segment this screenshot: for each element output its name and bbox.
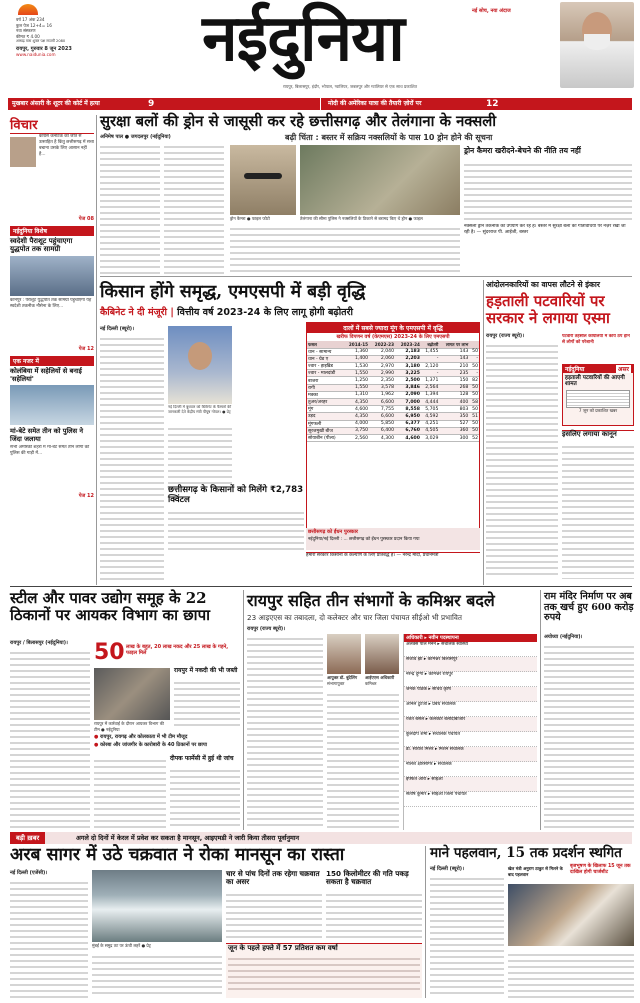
asar-brand: नईदुनिया: [565, 366, 585, 373]
comm-list-item: नरेन्द्र दुग्गा ▸ कमिश्नर रायपुर: [404, 672, 537, 687]
msp-byline: नई दिल्ली (ब्यूरो)।: [100, 326, 134, 332]
it-sub1: रायपुर में नकदी की भी जब्ती: [174, 667, 238, 674]
wrestlers-col1: [430, 874, 504, 998]
msp-table-cell: ज्वार - हाइब्रिड: [307, 363, 343, 370]
cyclone-photo-caption: मुंबई के समुद्र तट पर ऊंची लहरें ● प्रेट्र: [92, 943, 151, 948]
msp-table-cell: 50: [469, 406, 479, 413]
comm-list-item: संतोष कुमार ▸ सीईओ जिला पंचायत: [404, 792, 537, 807]
msp-table-cell: -: [421, 370, 439, 377]
cyclone-sub-box: [226, 943, 422, 998]
comm-list-box: [403, 634, 537, 830]
msp-table-cell: 3,225: [395, 370, 421, 377]
msp-table-cell: 1,250: [343, 377, 369, 384]
vishesh-page[interactable]: पेज 12: [78, 346, 94, 353]
msp-table-cell: 6,600: [369, 399, 395, 406]
msp-table-cell: 6,600: [369, 413, 395, 420]
msp-table-cell: 4,600: [343, 406, 369, 413]
it-point2-text: कोरबा और जांजगीर के कारोबारी के 40 ठिकानों पर छापा: [100, 742, 207, 748]
msp-photo: [168, 326, 232, 404]
wrestlers-byline: नई दिल्ली (ब्यूरो)।: [430, 866, 464, 872]
msp-table-row: [307, 363, 479, 370]
lead-photo-group: [300, 145, 460, 215]
sidebar-divider: [96, 115, 97, 585]
msp-table-cell: 400: [439, 399, 469, 406]
msp-table-cell: 2,183: [395, 348, 421, 355]
comm-list-item: रजत बंसल ▸ कलेक्टर बलौदाबाजार: [404, 717, 537, 732]
ram-headline[interactable]: राम मंदिर निर्माण पर अब तक खर्च हुए 600 करोड़ रुपये: [544, 591, 634, 624]
comm-list-item: नीलेश क्षीरसागर ▸ संचालक: [404, 762, 537, 777]
cyclone-byline: नई दिल्ली (एजेंसी)।: [10, 870, 48, 876]
msp-table-cell: 1,310: [343, 391, 369, 398]
minister-head: [188, 342, 212, 370]
vishesh-photo: [10, 256, 94, 296]
nazar-page[interactable]: पेज 12: [78, 492, 94, 499]
msp-table-row: [307, 413, 479, 420]
msp-table-row: [307, 427, 479, 434]
msp-table-cell: 2,560: [343, 434, 369, 441]
teaser-right-page: 12: [486, 99, 499, 109]
comm-list-item: इफ्फत आरा ▸ सीईओ: [404, 777, 537, 792]
msp-table-cell: 350: [439, 413, 469, 420]
nazar1-headline[interactable]: कोलंबिया में सहेलियों से बनाई 'सहेलियां': [10, 367, 82, 383]
lead-col3: [230, 224, 460, 272]
asar-headline: हड़ताली पटवारियों की आएगी शामत: [565, 375, 625, 388]
nazar-title: एक नजर में: [10, 356, 94, 366]
msp-table-cell: 1,394: [421, 391, 439, 398]
cyclone-col1: [10, 878, 88, 998]
msp-table-row: [307, 399, 479, 406]
msp-sub-text: वित्तीय वर्ष 2023-24 के लिए लागू होगी बढ़ोतरी: [177, 307, 353, 318]
msp-table-cell: 2,564: [421, 384, 439, 391]
msp-table-cell: मूंगफली: [307, 420, 343, 427]
editions-line: रायपुर, बिलासपुर, इंदौर, भोपाल, ग्वालियर, जबलपुर और ग्वालियर से एक साथ प्रकाशित: [282, 84, 418, 89]
msp-table-cell: 4,000: [343, 420, 369, 427]
comm-list-item: कुलदीप शर्मा ▸ संचालक पंचायत: [404, 732, 537, 747]
comm-list-item: जनक पाठक ▸ सचिव कृषि: [404, 687, 537, 702]
asar-caption: 7 जून को प्रकाशित खबर: [578, 407, 618, 413]
msp-table-cell: 1,455: [421, 348, 439, 355]
msp-table-cell: 1,371: [421, 377, 439, 384]
msp-table-cell: 268: [439, 384, 469, 391]
comm-person1-name: आयुक्त डॉ. बुंदेलिंग: [327, 675, 358, 680]
msp-table-sub: खरीफ विपणन वर्ष (केएमएस) 2023-24 के लिए एमएसपी: [336, 334, 450, 340]
msp-table-cell: 1,962: [369, 391, 395, 398]
msp-table-cell: 1,360: [343, 348, 369, 355]
it-col1: [10, 648, 90, 828]
msp-col2: [168, 424, 232, 484]
msp-table-cell: 803: [439, 406, 469, 413]
msp-table-cell: 143: [439, 355, 469, 362]
msp-table-cell: 143: [439, 348, 469, 355]
wrestlers-col2: [508, 950, 634, 998]
comm-byline: रायपुर (राज्य ब्यूरो)।: [247, 626, 286, 632]
msp-table-cell: -: [469, 370, 479, 377]
msp-ticker-title: छत्तीसगढ़ को ईंधन पुरस्कार: [308, 529, 358, 535]
msp-table-header-cell: [469, 341, 479, 348]
wrestlers-side-text: बृजभूषण के खिलाफ 15 जून तक दाखिल होगी चार्जशीट: [570, 864, 631, 875]
patwari-sub-headline: इसलिए लगाया कानून: [562, 430, 634, 439]
msp-table-cell: 50: [469, 384, 479, 391]
cyclone-divider: [425, 846, 426, 998]
asar-label: असर: [617, 366, 629, 373]
lead-photo-drone: [230, 145, 296, 215]
msp-table-cell: 2,350: [369, 377, 395, 384]
comm-divider: [540, 590, 541, 830]
msp-table-cell: 2,990: [369, 370, 395, 377]
it-point2: [94, 742, 240, 748]
patwari-asar-box: [562, 364, 634, 426]
msp-table-cell: 3,846: [395, 384, 421, 391]
patwari-divider: [483, 280, 484, 585]
left-sidebar: [10, 115, 94, 580]
msp-table-cell: रागी: [307, 384, 343, 391]
msp-table-cell: मक्का: [307, 391, 343, 398]
msp-table-cell: 4,444: [421, 399, 439, 406]
asar-clip: [566, 390, 630, 408]
msp-table-header-cell: 2014-15: [343, 341, 369, 348]
teaser-strip[interactable]: [8, 98, 632, 110]
page-info-line: नवा संस्करण: [16, 28, 36, 34]
msp-table-cell: 7,755: [369, 406, 395, 413]
msp-table-cell: 235: [439, 370, 469, 377]
msp-table-cell: मूंग: [307, 406, 343, 413]
sun-logo: [18, 4, 38, 15]
it-big-number: 50: [94, 640, 125, 665]
msp-table-cell: सूरजमुखी बीज: [307, 427, 343, 434]
comm-headline[interactable]: रायपुर सहित तीन संभागों के कमिश्नर बदले: [247, 591, 495, 610]
msp-subline: [100, 306, 480, 320]
it-headline[interactable]: स्टील और पावर उद्योग समूह के 22 ठिकानों पर आयकर विभाग का छापा: [10, 589, 210, 624]
it-photo: [94, 668, 170, 720]
cyclone-col2-headline[interactable]: चार से पांच दिनों तक रहेगा चक्रवात का असर: [226, 869, 320, 887]
msp-table-cell: 4,592: [421, 413, 439, 420]
msp-table-cell: 50: [469, 363, 479, 370]
msp-table-title: दालों में सबसे ज्यादा मूंग के एमएसपी में वृद्धि: [307, 323, 479, 333]
vichar-page[interactable]: पेज 08: [78, 216, 94, 222]
comm-list-item: संजीव झा ▸ कमिश्नर बिलासपुर: [404, 657, 537, 672]
masthead: [0, 0, 640, 98]
lead-photo-caption2: तेलंगाना की सीमा पुलिस ने नक्सलियों के ठिकाने से बरामद किए थे ड्रोन ● फाइल: [300, 216, 423, 221]
msp-table-cell: 5,850: [369, 420, 395, 427]
msp-table-cell: 1,530: [343, 363, 369, 370]
nazar-photo: [10, 385, 94, 425]
teaser-divider: [320, 98, 321, 110]
wrestlers-headline[interactable]: माने पहलवान, 15 तक प्रदर्शन स्थगित: [430, 845, 622, 861]
ram-byline: अयोध्या (नईदुनिया)।: [544, 634, 583, 640]
comm-person2-photo: [365, 634, 399, 674]
wrestlers-photo-caption: खेल मंत्री अनुराग ठाकुर से मिलने के बाद पहलवान: [508, 866, 563, 877]
msp-table-cell: 3,750: [343, 427, 369, 434]
vichar-photo: [10, 137, 36, 167]
it-col2: [174, 678, 240, 728]
it-byline: रायपुर / बिलासपुर (नईदुनिया)।: [10, 640, 68, 646]
tagline: नई सोच, नया अंदाज: [472, 8, 511, 14]
msp-cg-headline[interactable]: छत्तीसगढ़ के किसानों को मिलेंगे ₹2,783 क्विंटल: [168, 485, 304, 505]
msp-table-cell: -: [469, 355, 479, 362]
lead-side-headline[interactable]: ड्रोन कैमरा खरीदने-बेचने की नीति तय नहीं: [464, 146, 581, 155]
msp-table-cell: धान - सामान्य: [307, 348, 343, 355]
msp-table-cell: धान - ग्रेड ए: [307, 355, 343, 362]
drone-icon: [244, 173, 282, 179]
lead-subhead: बढ़ी चिंता : बस्तर में सक्रिय नक्सलियों के पास 10 ड्रोन होने की सूचना: [285, 133, 493, 142]
msp-kicker[interactable]: किसान होंगे समृद्ध, एमएसपी में बड़ी वृद्धि: [100, 282, 366, 302]
msp-table-cell: 6,377: [395, 420, 421, 427]
msp-table-cell: 3,029: [421, 434, 439, 441]
msp-table-row: [307, 420, 479, 427]
nazar-text: सभी अमेरिकी शहरों में मां-बेटे समेत तीन लोगों को पुलिस की गाड़ी में...: [10, 444, 90, 456]
msp-table-cell: 8,558: [395, 406, 421, 413]
msp-table-cell: 4,251: [421, 420, 439, 427]
portrait-photo: [560, 2, 634, 88]
msp-table-cell: 4,350: [343, 413, 369, 420]
msp-table-cell: 4,505: [421, 427, 439, 434]
msp-table-cell: 4,600: [395, 434, 421, 441]
comm-list-item: अनिल टुटेजा ▸ प्रबंध संचालक: [404, 702, 537, 717]
comm-list-item: अलेक्स पॉल मेनन ▸ संचालक स्वास्थ्य: [404, 642, 537, 657]
it-point1: [94, 734, 240, 740]
vishesh-headline[interactable]: स्वदेशी पैराशूट पहुंचाएगा युद्धपोत तक सामग्री: [10, 237, 73, 254]
msp-table-row: [307, 348, 479, 355]
comm-col1: [247, 634, 323, 830]
asar-title-row: [563, 365, 633, 373]
date-line: रायपुर, गुरुवार 8 जून 2023: [16, 45, 72, 52]
msp-quote: हमारी सरकार किसानों के कल्याण के लिए प्रतिबद्ध है। — नरेन्द्र मोदी, प्रधानमंत्री: [306, 552, 480, 578]
msp-table-box: [306, 322, 480, 550]
msp-table-cell: 50: [469, 391, 479, 398]
msp-table-header-cell: फसल: [307, 341, 343, 348]
msp-table-row: [307, 355, 479, 362]
msp-col1: [100, 334, 164, 580]
cyclone-col3: [326, 890, 422, 940]
cyclone-headline[interactable]: अरब सागर में उठे चक्रवात ने रोका मानसून का रास्ता: [10, 845, 345, 865]
msp-table-cell: 3,180: [395, 363, 421, 370]
lead-byline: अनिमेष पाल ● जगदलपुर (नईदुनिया): [100, 134, 171, 140]
teaser-right[interactable]: मोदी की अमेरिका यात्रा की तैयारी ज़ोरों पर: [328, 100, 422, 107]
page-info: [16, 17, 88, 58]
msp-table-cell: 2,120: [421, 363, 439, 370]
comm-subhead: 23 आइएएस का तबादला, दो कलेक्टर और चार जिला पंचायत सीईओ भी प्रभावित: [247, 613, 462, 622]
vichar-title: विचार: [10, 115, 94, 134]
it-big-label: लाख के बहुत, 20 लाख नकद और 25 लाख के गहने, फाइल मिले: [126, 644, 229, 657]
msp-table-cell: उड़द: [307, 413, 343, 420]
msp-table-cell: 210: [439, 363, 469, 370]
msp-table-cell: 2,970: [369, 363, 395, 370]
msp-table-cell: 360: [439, 427, 469, 434]
msp-table-cell: 4,300: [369, 434, 395, 441]
msp-table-cell: 50: [469, 420, 479, 427]
msp-table-cell: 300: [439, 434, 469, 441]
cyclone-sub-text: [228, 954, 420, 994]
it-col4: [170, 766, 240, 828]
msp-cg-text: [168, 508, 304, 552]
msp-table-cell: सोयाबीन (पीला): [307, 434, 343, 441]
msp-table-cell: 7,000: [395, 399, 421, 406]
msp-table-cell: 50: [469, 348, 479, 355]
msp-table-cell: 1,550: [343, 384, 369, 391]
monsoon-strip-text[interactable]: अगले दो दिनों में केरल में प्रवेश कर सकता है मानसून, आइएमडी ने जारी किया तीसरा पूर्वानुमान: [76, 834, 300, 842]
msp-table-header-row: [307, 341, 479, 348]
page-info-line: कीमत ₹ 4.00: [16, 33, 40, 39]
comm-person2-name: आईएएस अधिकारी: [365, 675, 395, 680]
lead-footnote: नक्सली ड्रोन तकनीक का उपयोग कर रहे हैं। बस्तर में सुरक्षा बलों की गतिविधियों पर नज़र रखी जा रही है। — सुंदरराज पी. आईजी, बस्तर: [464, 224, 626, 235]
cyclone-col3-headline[interactable]: 150 किलोमीटर की गति पकड़ सकता है चक्रवात: [326, 869, 409, 887]
it-sub2: दीपक फार्मेसी में हुई थी जांच: [170, 755, 234, 762]
msp-table-header-cell: बढ़ोतरी: [421, 341, 439, 348]
comm-person1-role: संभागायुक्त: [327, 681, 345, 686]
msp-table-cell: 1,400: [343, 355, 369, 362]
teaser-left[interactable]: मुखबार अंसारी के शूटर की कोर्ट में हत्या: [12, 100, 100, 107]
msp-ticker: [306, 528, 480, 550]
bullet-icon: ●: [94, 734, 101, 740]
comm-list-title: अधिकारी ▸ नवीन पदस्थापना: [404, 634, 537, 642]
patwari-col2: [562, 442, 634, 579]
msp-ticker-text: नईदुनिया/नई दिल्ली : ... छत्तीसगढ़ को ईंधन पुरस्कार प्रदान किया गया: [308, 537, 420, 542]
masthead-title: नईदुनिया: [202, 1, 404, 76]
naidunia-vishesh: नईदुनिया विशेष: [10, 226, 94, 236]
cyclone-col2: [226, 890, 322, 940]
mid-rule: [10, 586, 632, 587]
it-divider: [243, 590, 244, 830]
comm-person1-photo: [327, 634, 361, 674]
msp-table-cell: ज्वार - मालदांडी: [307, 370, 343, 377]
msp-table-cell: 2,060: [369, 355, 395, 362]
msp-table-cell: 2,090: [395, 391, 421, 398]
comm-col2: [327, 690, 399, 830]
msp-sub-sep: |: [170, 307, 178, 318]
page-info-line: कुल पेज 12+4= 16: [16, 22, 52, 28]
msp-table-cell: 6,760: [395, 427, 421, 434]
msp-table-row: [307, 391, 479, 398]
msp-table-cell: 5,705: [421, 406, 439, 413]
patwari-headline[interactable]: हड़ताली पटवारियों पर सरकार ने लगाया एस्मा: [486, 292, 610, 327]
msp-table-cell: 6,400: [369, 427, 395, 434]
comm-list-item: डॉ. सारांश मित्तर ▸ मिशन संचालक: [404, 747, 537, 762]
vichar-text: कांग्रेस कर्नाटक की जीत से उत्साहित है किंतु छत्तीसगढ़ में सत्ता बचाना उसके लिए आसान नहीं है...: [39, 134, 94, 157]
patwari-byline: रायपुर (राज्य ब्यूरो)।: [486, 333, 525, 339]
badi-khabar-strip: [10, 832, 632, 844]
lead-col1: [100, 142, 160, 274]
it-photo-caption: रायपुर में कार्रवाई के दौरान आयकर विभाग की टीम ● नईदुनिया: [94, 721, 165, 732]
lead-col2: [164, 142, 224, 274]
badi-khabar-label: बड़ी ख़बर: [10, 832, 45, 844]
wrestlers-photo: [508, 884, 634, 946]
msp-table-cell: 3,578: [369, 384, 395, 391]
page-info-line: वर्ष 17 अंक 234: [16, 17, 45, 22]
it-point1-text: रायपुर, रायगढ़ और कोलकाता में भी टीम मौजूद: [100, 734, 188, 740]
msp-table-cell: 2,500: [395, 377, 421, 384]
cyclone-photo: [92, 870, 222, 942]
lead-photo-caption: ड्रोन कैमरा ● फाइल फोटो: [230, 216, 270, 221]
msp-table-cell: 2,203: [395, 355, 421, 362]
msp-table: [307, 341, 479, 442]
msp-table-cell: 128: [439, 391, 469, 398]
msp-table-row: [307, 377, 479, 384]
ram-col: [544, 642, 634, 830]
msp-table-row: [307, 406, 479, 413]
msp-table-cell: 52: [469, 434, 479, 441]
lead-headline[interactable]: सुरक्षा बलों की ड्रोन से जासूसी कर रहे छत्तीसगढ़ और तेलंगाना के नक्सली: [100, 113, 497, 130]
msp-table-cell: 82: [469, 377, 479, 384]
lead-bottom-rule: [100, 276, 632, 277]
comm-list: [404, 642, 537, 807]
comm-person2-role: कमिश्नर: [365, 681, 377, 686]
msp-table-cell: 2,040: [369, 348, 395, 355]
msp-table-cell: 1,550: [343, 370, 369, 377]
vishesh-text: कानपुर : पैराशूट युद्धपोत तक सामग्री पहुंचाएगा यह स्वदेशी तकनीक नौसेना के लिए...: [10, 298, 92, 310]
web-address: www.naidunia.com: [16, 52, 56, 58]
msp-table-cell: 6,950: [395, 413, 421, 420]
nazar2-headline[interactable]: मां-बेटे समेत तीन को पुलिस ने जिंदा जलाया: [10, 427, 84, 443]
page-info-line: आषाढ़ मास शुक्ल पक्ष सप्तमी 2080: [16, 39, 66, 44]
it-col3: [94, 756, 166, 828]
msp-table-cell: 4,350: [343, 399, 369, 406]
msp-table-cell: 51: [469, 413, 479, 420]
teaser-left-page: 9: [148, 99, 155, 109]
msp-table-header-cell: 2023-24: [395, 341, 421, 348]
lead-side-text: [464, 160, 632, 220]
msp-table-cell: 527: [439, 420, 469, 427]
patwari-side-note: पटवारी तहसील कार्यालयों में कार्य ठप होने से लोगों को परेशानी: [562, 334, 630, 345]
cyclone-sub-headline: जून के पहले हफ्ते में 57 प्रतिशत कम वर्षा: [228, 944, 338, 952]
msp-table-row: [307, 384, 479, 391]
bullet-icon: ●: [94, 742, 101, 748]
msp-table-header-cell: लागत पर लाभ: [439, 341, 469, 348]
portrait-beard: [584, 34, 610, 50]
msp-table-cell: -: [421, 355, 439, 362]
msp-photo-caption: नई दिल्ली में बुधवार को कैबिनेट के फैसलों की जानकारी देते केंद्रीय मंत्री पीयूष गोयल। ● प्रेट्र: [168, 405, 232, 414]
msp-sub-label: कैबिनेट ने दी मंजूरी: [100, 307, 168, 318]
it-big-number-box: [94, 642, 240, 666]
patwari-col1: [486, 341, 558, 579]
msp-table-cell: बाजरा: [307, 377, 343, 384]
cyclone-col2a: [92, 952, 222, 998]
msp-table-cell: 150: [439, 377, 469, 384]
msp-table-row: [307, 370, 479, 377]
msp-table-cell: 58: [469, 399, 479, 406]
msp-table-cell: 50: [469, 427, 479, 434]
patwari-kicker: आंदोलनकारियों का वापस लौटने से इंकार: [486, 280, 600, 289]
msp-table-cell: तुअर/अरहर: [307, 399, 343, 406]
msp-table-row: [307, 434, 479, 441]
msp-table-header-cell: 2022-23: [369, 341, 395, 348]
